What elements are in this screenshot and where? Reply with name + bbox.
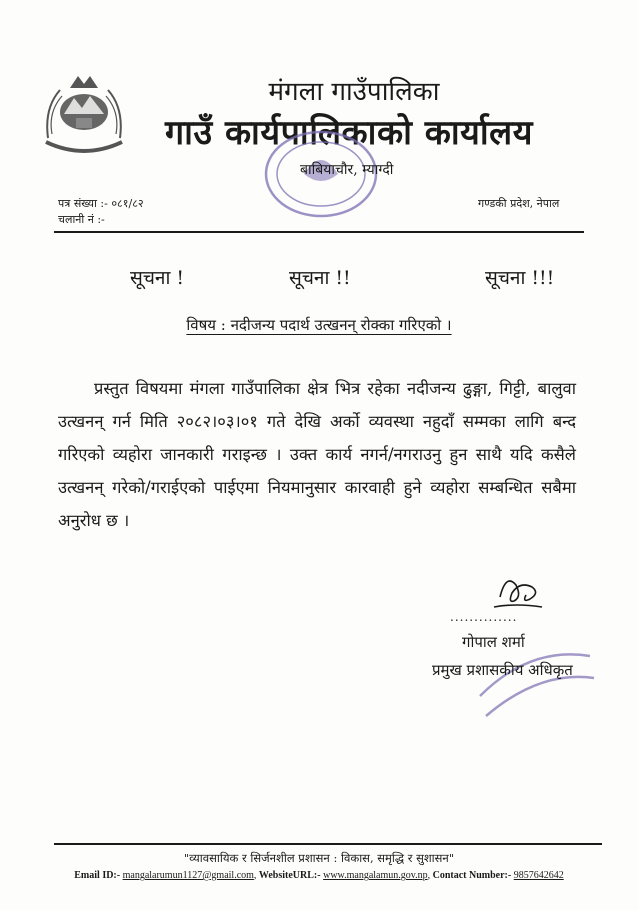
office-name: गाउँ कार्यपालिकाको कार्यालय [165,113,533,153]
footer-divider [54,843,602,845]
province-label: गण्डकी प्रदेश, नेपाल [478,197,560,210]
notice-heading-3: सूचना !!! [485,267,555,289]
notice-heading-2: सूचना !! [289,267,351,289]
letter-number: पत्र संख्या :- ०८१/८२ [58,197,144,210]
email-label: Email ID:- [74,870,121,881]
website-link[interactable]: www.mangalamun.gov.np [323,870,428,881]
contact-number: 9857642642 [513,870,564,881]
subject-text: विषय : नदीजन्य पदार्थ उत्खनन् रोक्का गरिएको । [186,316,452,334]
signature-line: .............. [450,610,518,624]
office-address: बाबियाचौर, म्याग्दी [300,162,394,178]
subject-line [0,315,638,335]
website-label: WebsiteURL:- [258,870,321,881]
notice-heading-1: सूचना ! [130,267,185,289]
contact-label: Contact Number:- [432,870,512,881]
organization-name: मंगला गाउँपालिका [268,77,440,107]
body-paragraph: प्रस्तुत विषयमा मंगला गाउँपालिका क्षेत्र भित्र रहेका नदीजन्य ढुङ्गा, गिट्टी, बालुवा उत्खनन् गर्न मिति २०८२।०३।०१ गते देखि अर्को व्यवस्था नहुदाँ सम्मका लागि बन्द गरिएको व्यहोरा जानकारी गराइन्छ । उक्त कार्य नगर्न/नगराउनु हुन साथै यदि कसैले उत्खनन् गरेको/गराईएको पाईएमा नियमानुसार कारवाही हुने व्यहोरा सम्बन्धित सबैमा अनुरोध छ । [58,379,576,530]
footer-slogan: "व्यावसायिक र सिर्जनशील प्रशासन : विकास, समृद्धि र सुशासन" [183,851,455,865]
signer-title: प्रमुख प्रशासकीय अधिकृत [432,661,573,679]
email-link[interactable]: mangalarumun1127@gmail.com [122,870,254,881]
header-divider [54,231,584,233]
footer-contact-line: Email ID:- mangalarumun1127@gmail.com, WebsiteURL:- www.mangalamun.gov.np, Contact Number:- 9857642642 [74,870,564,881]
signer-name: गोपाल शर्मा [462,633,525,651]
dispatch-number: चलानी नं :- [58,213,105,226]
